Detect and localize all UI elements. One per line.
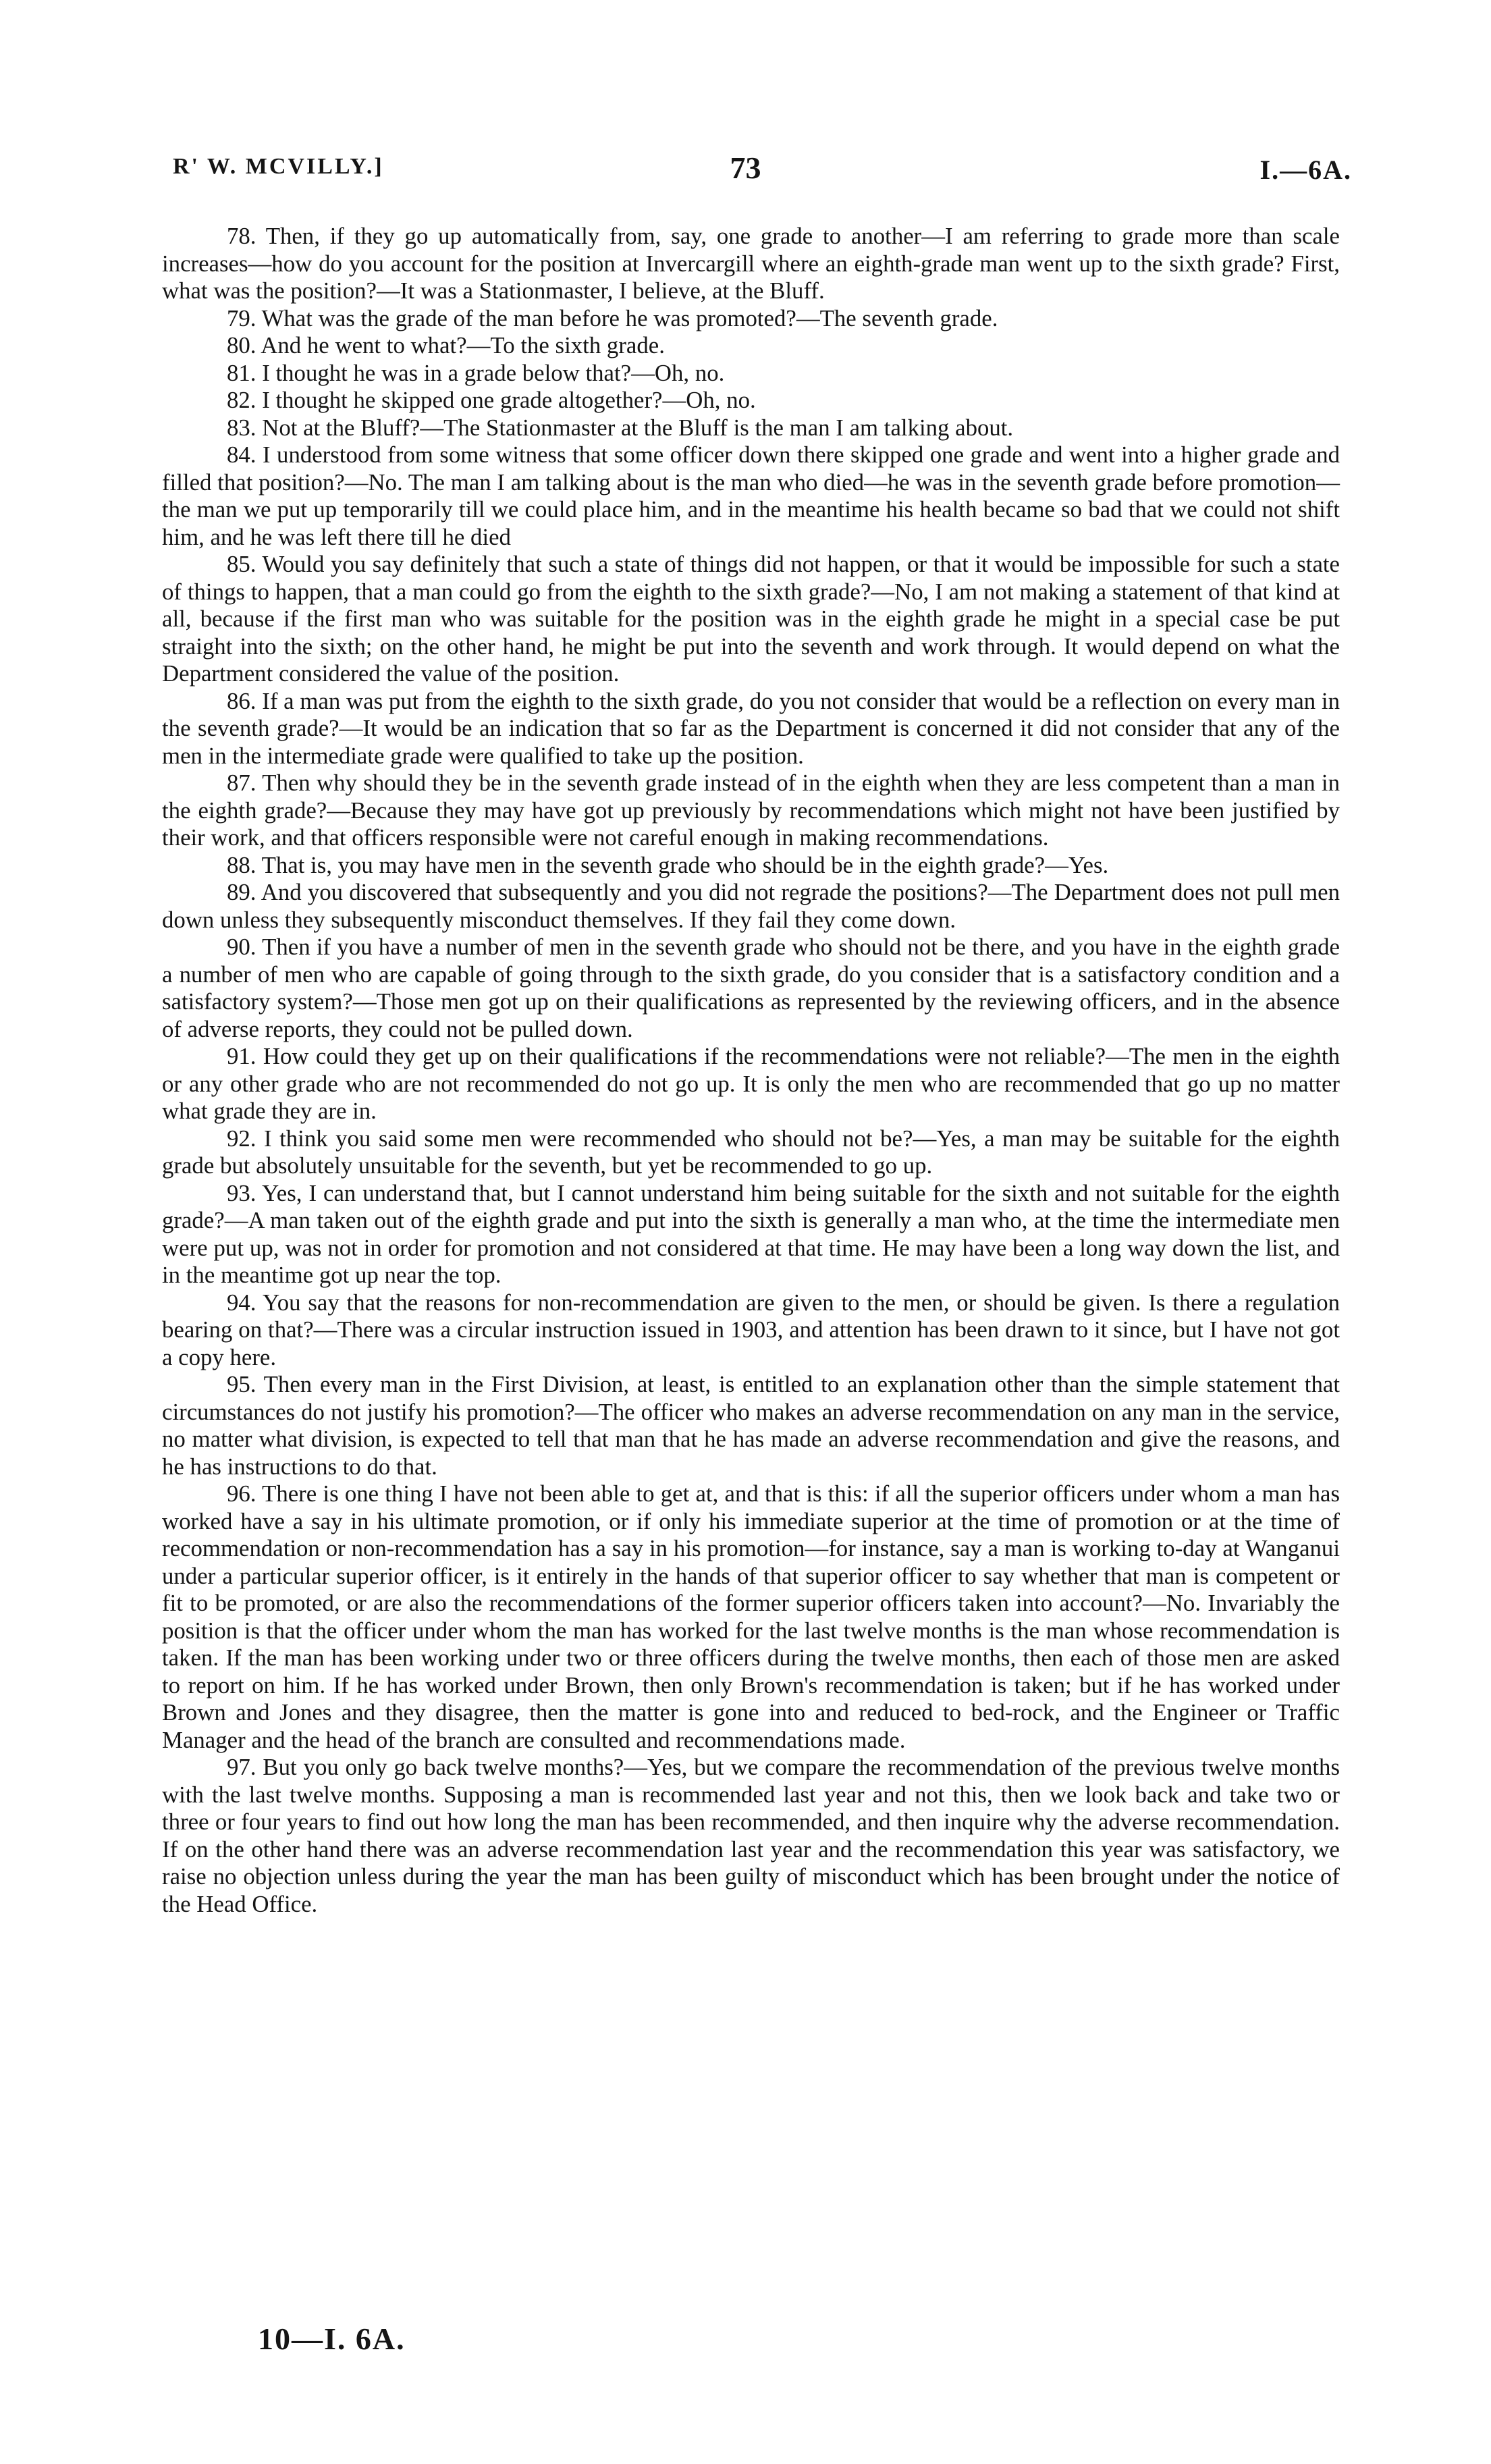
- question-95: 95. Then every man in the First Division, at least, is entitled to an explanation other than the simple statement that circumstances do not justify his promotion?—The officer who makes an adverse recommendation on any man in the service, no matter what division, is expected to tell that man that he has made an adverse recommendation and give the reasons, and he has instructions to do that.: [162, 1371, 1340, 1480]
- question-85: 85. Would you say definitely that such a state of things did not happen, or that it would be impossible for such a state of things to happen, that a man could go from the eighth to the sixth grade?—No, I am not making a statement of that kind at all, because if the first man who was suitable for the position was in the eighth grade he might in a special case be put straight into the sixth; on the other hand, he might be put into the seventh and work through. It would depend on what the Department considered the value of the position.: [162, 551, 1340, 687]
- witness-name: R' W. MCVILLY.]: [173, 154, 384, 179]
- question-81: 81. I thought he was in a grade below that?—Oh, no.: [227, 359, 725, 386]
- question-92: 92. I think you said some men were recommended who should not be?—Yes, a man may be suitable for the eighth grade but absolutely unsuitable for the seventh, but yet be recommended to go up.: [162, 1125, 1340, 1179]
- question-78: 78. Then, if they go up automatically from, say, one grade to another—I am referring to grade more than scale increases—how do you account for the position at Invercargill where an eighth-grade man went up to the sixth grade? First, what was the position?—It was a Stationmaster, I believe, at the Bluff.: [162, 223, 1340, 304]
- page-header: [0, 151, 1491, 194]
- testimony-body: [162, 223, 1340, 1918]
- question-83: 83. Not at the Bluff?—The Stationmaster at the Bluff is the man I am talking about.: [227, 414, 1014, 441]
- question-79: 79. What was the grade of the man before he was promoted?—The seventh grade.: [227, 304, 998, 331]
- question-93: 93. Yes, I can understand that, but I cannot understand him being suitable for the sixth and not suitable for the eighth grade?—A man taken out of the eighth grade and put into the sixth is generally a man who, at the time the intermediate men were put up, was not in order for promotion and not considered at that time. He may have been a long way down the list, and in the meantime got up near the top.: [162, 1179, 1340, 1288]
- question-90: 90. Then if you have a number of men in the seventh grade who should not be there, and you have in the eighth grade a number of men who are capable of going through to the sixth grade, do you consider that is a satisfactory condition and a satisfactory system?—Those men got up on their qualifications as represented by the reviewing officers, and in the absence of adverse reports, they could not be pulled down.: [162, 934, 1340, 1042]
- question-89: 89. And you discovered that subsequently and you did not regrade the positions?—The Department does not pull men down unless they subsequently misconduct themselves. If they fail they come down.: [162, 879, 1340, 933]
- question-87: 87. Then why should they be in the seventh grade instead of in the eighth when they are less competent than a man in the eighth grade?—Because they may have got up previously by recommendations which might not have been justified by their work, and that officers responsible were not careful enough in making recommendations.: [162, 770, 1340, 851]
- question-94: 94. You say that the reasons for non-recommendation are given to the men, or should be given. Is there a regulation bearing on that?—There was a circular instruction issued in 1903, and attention has been drawn to it since, but I have not got a copy here.: [162, 1289, 1340, 1370]
- document-reference: I.—6A.: [1259, 155, 1352, 185]
- question-86: 86. If a man was put from the eighth to the sixth grade, do you not consider that would be a reflection on every man in the seventh grade?—It would be an indication that so far as the Department is concerned it did not consider that any of the men in the intermediate grade were qualified to take up the position.: [162, 687, 1340, 769]
- question-80: 80. And he went to what?—To the sixth grade.: [227, 332, 665, 358]
- question-82: 82. I thought he skipped one grade altogether?—Oh, no.: [227, 387, 756, 413]
- question-96: 96. There is one thing I have not been able to get at, and that is this: if all the superior officers under whom a man has worked have a say in his ultimate promotion, or if only his immediate superior at the time of promotion or at the time of recommendation or non-recommendation has a say in his promotion—for instance, say a man is working to-day at Wanganui under a particular superior officer, is it entirely in the hands of that superior officer to say whether that man is competent or fit to be promoted, or are also the recommendations of the former superior officers taken into account?—No. Invariably the position is that the officer under whom the man has worked for the last twelve months is the man whose recommendation is taken. If the man has been working under two or three officers during the twelve months, then each of those men are asked to report on him. If he has worked under Brown, then only Brown's recommendation is taken; but if he has worked under Brown and Jones and they disagree, then the matter is gone into and reduced to bed-rock, and the Engineer or Traffic Manager and the head of the branch are consulted and recommendations made.: [162, 1480, 1340, 1753]
- signature-mark: 10—I. 6A.: [258, 2322, 406, 2356]
- page-number: 73: [730, 151, 761, 185]
- question-97: 97. But you only go back twelve months?—Yes, but we compare the recommendation of the previous twelve months with the last twelve months. Supposing a man is recommended last year and not this, then we look back and take two or three or four years to find out how long the man has been recommended, and then inquire why the adverse recommendation. If on the other hand there was an adverse recommendation last year and the recommendation this year was satisfactory, we raise no objection unless during the year the man has been guilty of misconduct which has been brought under the notice of the Head Office.: [162, 1754, 1340, 1917]
- question-88: 88. That is, you may have men in the seventh grade who should be in the eighth grade?—Yes.: [227, 851, 1109, 878]
- question-84: 84. I understood from some witness that some officer down there skipped one grade and went into a higher grade and filled that position?—No. The man I am talking about is the man who died—he was in the seventh grade before promotion—the man we put up temporarily till we could place him, and in the meantime his health became so bad that we could not shift him, and he was left there till he died: [162, 441, 1340, 550]
- question-91: 91. How could they get up on their qualifications if the recommendations were not reliable?—The men in the eighth or any other grade who are not recommended do not go up. It is only the men who are recommended that go up no matter what grade they are in.: [162, 1043, 1340, 1124]
